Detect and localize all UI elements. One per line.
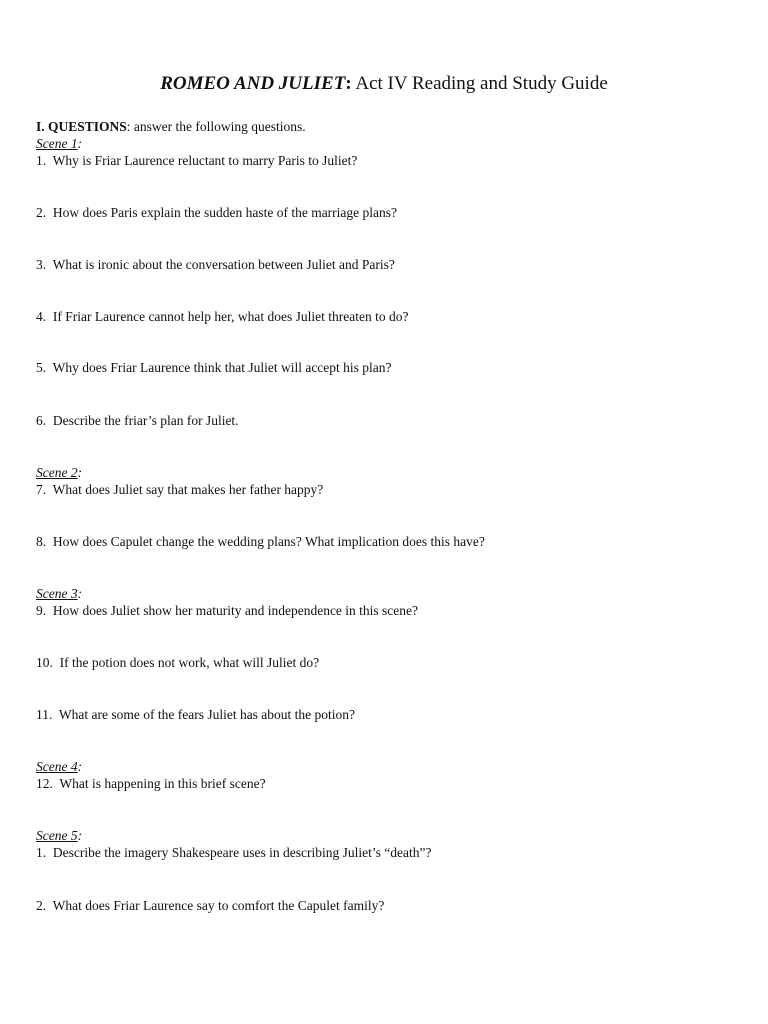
question-item <box>36 775 266 792</box>
scene-heading-4 <box>36 758 82 775</box>
scene-heading-1 <box>36 135 82 152</box>
question-item <box>36 481 323 498</box>
question-number: 4. <box>36 309 47 324</box>
question-text: What does Friar Laurence say to comfort the Capulet family? <box>52 898 385 913</box>
question-text: How does Capulet change the wedding plans? What implication does this have? <box>52 534 485 549</box>
question-text: What is happening in this brief scene? <box>59 776 266 791</box>
question-number: 7. <box>36 482 47 497</box>
question-text: Describe the imagery Shakespeare uses in describing Juliet’s “death”? <box>52 845 432 860</box>
scene-colon: : <box>77 828 83 843</box>
question-number: 10. <box>36 655 53 670</box>
scene-label: Scene 1 <box>36 136 78 151</box>
page-title <box>0 72 768 96</box>
question-text: How does Juliet show her maturity and independence in this scene? <box>52 603 419 618</box>
question-item <box>36 152 357 169</box>
section-label: I. QUESTIONS <box>36 119 127 134</box>
question-item <box>36 706 355 723</box>
question-item <box>36 412 239 429</box>
question-item <box>36 256 395 273</box>
question-text: Why is Friar Laurence reluctant to marry Paris to Juliet? <box>52 153 358 168</box>
question-item <box>36 204 397 221</box>
question-number: 11. <box>36 707 53 722</box>
scene-heading-2 <box>36 464 82 481</box>
question-text: How does Paris explain the sudden haste of the marriage plans? <box>52 205 398 220</box>
question-item <box>36 308 408 325</box>
scene-colon: : <box>77 136 83 151</box>
question-item <box>36 602 418 619</box>
scene-label: Scene 2 <box>36 465 78 480</box>
title-colon: : <box>345 73 352 94</box>
question-text: What is ironic about the conversation between Juliet and Paris? <box>52 257 395 272</box>
question-number: 2. <box>36 898 47 913</box>
question-item <box>36 654 319 671</box>
title-play-name: ROMEO AND JULIET <box>160 73 346 94</box>
scene-colon: : <box>77 586 83 601</box>
question-number: 12. <box>36 776 53 791</box>
question-number: 2. <box>36 205 47 220</box>
question-number: 8. <box>36 534 47 549</box>
question-number: 1. <box>36 845 47 860</box>
question-text: If the potion does not work, what will Juliet do? <box>59 655 320 670</box>
section-instruction: : answer the following questions. <box>126 119 306 134</box>
question-number: 6. <box>36 413 47 428</box>
question-number: 3. <box>36 257 47 272</box>
question-item <box>36 533 485 550</box>
question-item <box>36 359 392 376</box>
scene-colon: : <box>77 465 83 480</box>
section-heading <box>36 118 306 135</box>
scene-label: Scene 5 <box>36 828 78 843</box>
question-text: Describe the friar’s plan for Juliet. <box>52 413 239 428</box>
title-rest: Act IV Reading and Study Guide <box>351 73 608 94</box>
question-text: What are some of the fears Juliet has about the potion? <box>58 707 356 722</box>
question-text: What does Juliet say that makes her father happy? <box>52 482 324 497</box>
question-text: If Friar Laurence cannot help her, what does Juliet threaten to do? <box>52 309 409 324</box>
scene-label: Scene 3 <box>36 586 78 601</box>
question-number: 1. <box>36 153 47 168</box>
question-item <box>36 844 432 861</box>
question-number: 5. <box>36 360 47 375</box>
question-text: Why does Friar Laurence think that Juliet will accept his plan? <box>52 360 392 375</box>
question-number: 9. <box>36 603 47 618</box>
scene-heading-3 <box>36 585 82 602</box>
scene-heading-5 <box>36 827 82 844</box>
scene-label: Scene 4 <box>36 759 78 774</box>
scene-colon: : <box>77 759 83 774</box>
question-item <box>36 897 384 914</box>
